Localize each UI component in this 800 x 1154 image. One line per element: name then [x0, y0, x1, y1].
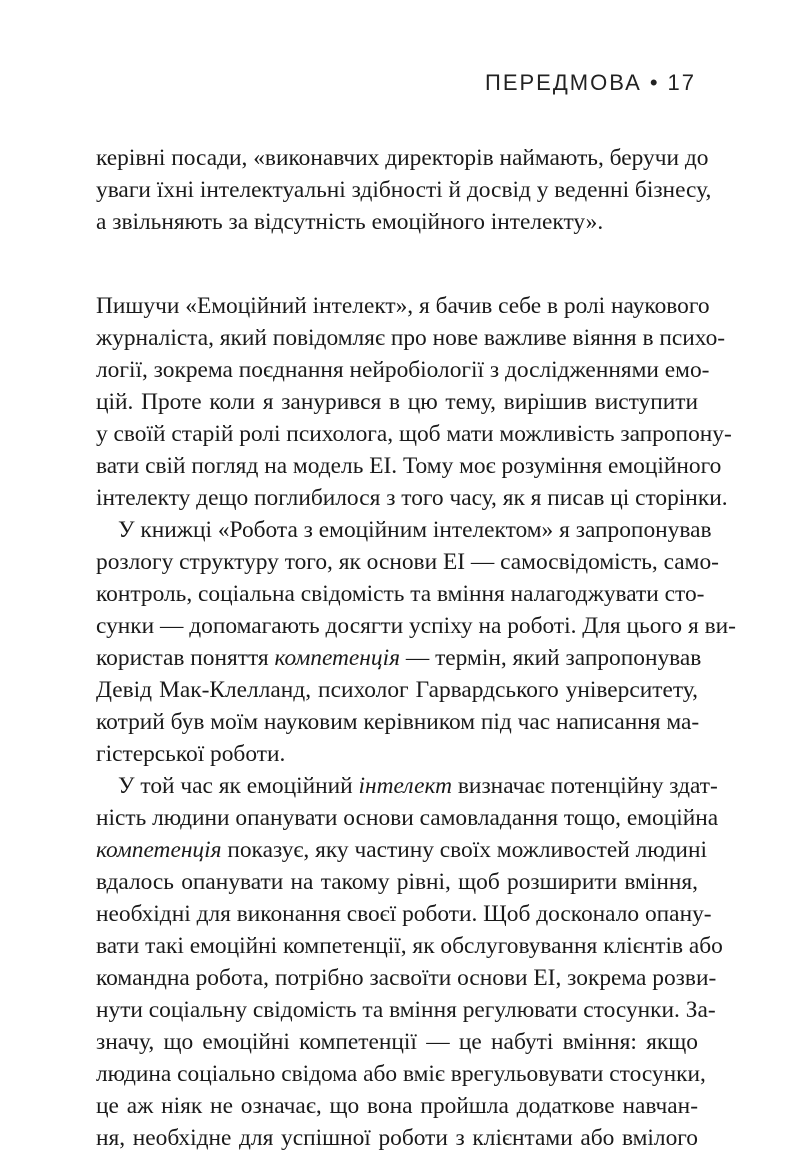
text-line: цій. Проте коли я занурився в цю тему, вирішив виступити	[96, 389, 698, 415]
text-line: вдалось опанувати на такому рівні, щоб розширити вміння,	[96, 869, 698, 895]
text-line: нути соціальну свідомість та вміння регулювати стосунки. За-	[96, 997, 716, 1023]
text-line: вати такі емоційні компетенції, як обслуговування клієнтів або	[96, 933, 723, 959]
section-title: ПЕРЕДМОВА	[485, 70, 642, 95]
text-run: показує, яку частину своїх можливостей людині	[221, 837, 707, 863]
text-line: котрий був моїм науковим керівником під час написання ма-	[96, 709, 700, 735]
text-line: контроль, соціальна свідомість та вміння налагоджувати сто-	[96, 581, 705, 607]
text-line: ність людини опанувати основи самовладання тощо, емоційна	[96, 805, 719, 831]
text-line: вати свій погляд на модель ЕІ. Тому моє розуміння емоційного	[96, 453, 722, 479]
text-line: а звільняють за відсутність емоційного інтелекту».	[96, 209, 604, 235]
paragraph	[96, 770, 723, 1154]
text-line: сунки — допомагають досягти успіху на роботі. Для цього я ви-	[96, 613, 736, 639]
text-run: користав поняття	[96, 645, 275, 671]
text-run: У той час як емоційний	[118, 773, 359, 799]
text-line: ня, необхідне для успішної роботи з клієнтами або вмілого	[96, 1125, 698, 1151]
paragraph	[96, 290, 732, 514]
text-line	[96, 834, 707, 866]
text-line: розлогу структуру того, як основи ЕІ — самосвідомість, само-	[96, 549, 719, 575]
text-line	[96, 642, 702, 674]
text-line: у своїй старій ролі психолога, щоб мати можливість запропону-	[96, 421, 732, 447]
text-line: журналіста, який повідомляє про нове важливе віяння в психо-	[96, 325, 726, 351]
italic-term: інтелект	[358, 773, 453, 799]
body-text	[96, 142, 736, 1154]
paragraph-continued	[96, 142, 712, 238]
text-line: значу, що емоційні компетенції — це набуті вміння: якщо	[96, 1029, 698, 1055]
running-header	[485, 70, 696, 96]
text-line	[96, 770, 718, 802]
text-line: людина соціально свідома або вміє врегульовувати стосунки,	[96, 1061, 706, 1087]
text-run: — термін, який запропонував	[399, 645, 702, 671]
text-run: визначає потенційну здат-	[452, 773, 718, 799]
page-number: 17	[667, 70, 696, 95]
text-line: необхідні для виконання своєї роботи. Щоб досконало опану-	[96, 901, 712, 927]
paragraph-gap	[96, 238, 698, 290]
text-line: Пишучи «Емоційний інтелект», я бачив себе в ролі наукового	[96, 293, 710, 319]
text-line: це аж ніяк не означає, що вона пройшла додаткове навчан-	[96, 1093, 698, 1119]
paragraph	[96, 514, 736, 770]
text-line: керівні посади, «виконавчих директорів наймають, беручи до	[96, 145, 709, 171]
text-line: гістерської роботи.	[96, 741, 286, 767]
italic-term: компетенція	[274, 645, 400, 671]
text-line: командна робота, потрібно засвоїти основи ЕІ, зокрема розви-	[96, 965, 717, 991]
text-line: У книжці «Робота з емоційним інтелектом» я запропонував	[118, 517, 712, 543]
text-line: інтелекту дещо поглибилося з того часу, як я писав ці сторінки.	[96, 485, 728, 511]
text-line: Девід Мак-Клелланд, психолог Гарвардського університету,	[96, 677, 698, 703]
text-line: логії, зокрема поєднання нейробіології з дослідженнями емо-	[96, 357, 710, 383]
text-line: уваги їхні інтелектуальні здібності й досвід у веденні бізнесу,	[96, 177, 712, 203]
italic-term: компетенція	[96, 837, 222, 863]
header-separator: •	[649, 70, 660, 95]
